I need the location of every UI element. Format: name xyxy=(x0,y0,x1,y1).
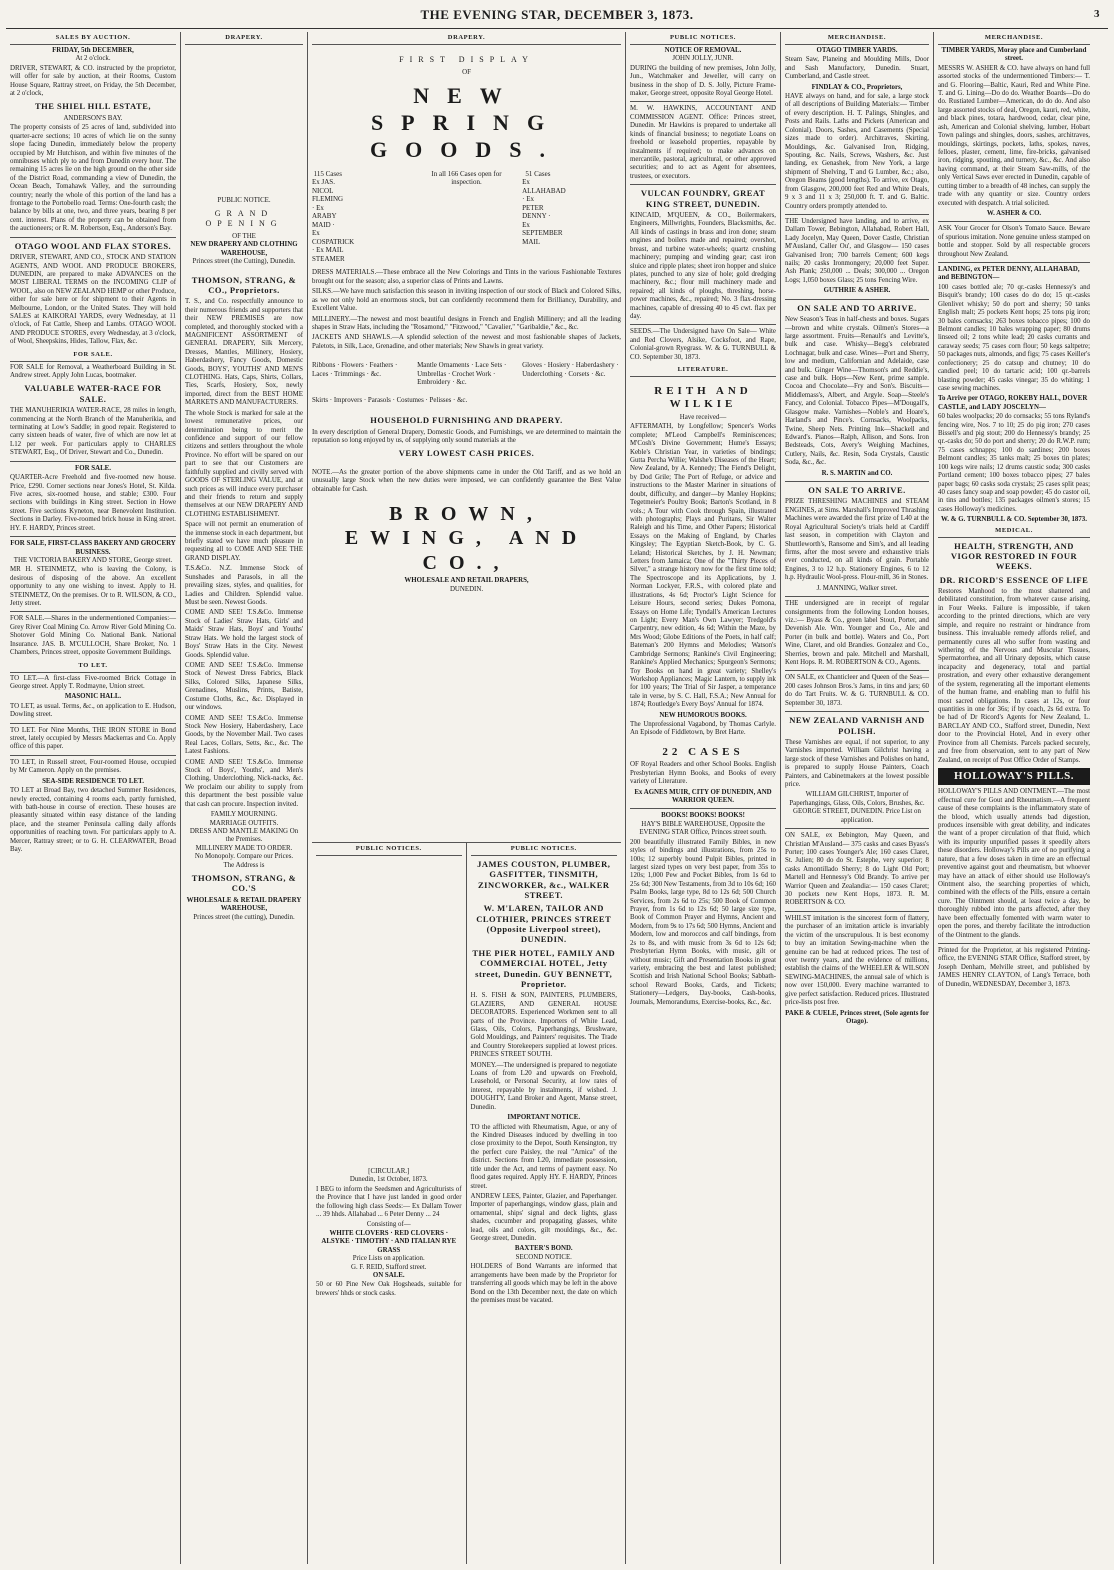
address-2: Princes street (the cutting), Dunedin. xyxy=(193,913,295,921)
of-word: OF xyxy=(462,68,471,76)
removal-heading: NOTICE OF REMOVAL. xyxy=(664,46,742,54)
literature-header: LITERATURE. xyxy=(630,364,776,377)
family-mourning: FAMILY MOURNING. xyxy=(210,811,278,819)
cases-22: 22 CASES xyxy=(662,745,744,758)
hay-warehouse: HAY'S BIBLE WAREHOUSE, Opposite the EVENING STAR Office, Princes street south. xyxy=(639,820,767,837)
ships-list-1: Ex JAS. NICOL FLEMING · Ex ARABY MAID · Ex COSPATRICK · Ex MAIL STEAMER xyxy=(312,178,355,263)
landing-text: 100 cases bottled ale; 70 qr.-casks Hennessy's and Bisquit's brandy; 100 cases do do do; 15 qr.-casks Glenlivet whisky; 50 do port and sherry; 50 tanks English malt; 25 pockets Kent hops; 25 tons pig iron; 30 bales cornsacks; 263 boxes tobacco pipes; 100 do Belmont candles; 10 bales wrapping paper; 80 drums linseed oil; 2 tons white lead; 20 casks currants and caraway seeds; 75 cases corn flour; 50 kegs saltpetre; 50 packages nuts, almonds, and figs; 75 cases Keiller's confectionery; 25 do catsup and chutney; 10 do candied peel; 10 do tartaric acid; 100 qr.-barrels blasting powder; 45 casks vinegar; 35 do whiting; 1 case sewing machines. xyxy=(938,283,1090,392)
household-text: In every description of General Drapery, Domestic Goods, and Furnishings, we are determined to maintain the reputation so long enjoyed by us, of supplying only sound materials at the xyxy=(312,428,621,445)
masthead xyxy=(6,6,1108,29)
timber-text: MESSRS W. ASHER & CO. have always on hand full assorted stocks of the undermentioned Timbers:— T. and G. Flooring—Baltic, Kauri, Red and White Pine. T. and G. Lining—Do do do. Weather Boards—Do do do. Rustiated Lumber—American, do do do. And also large assorted stocks of deal, Oregon, kauri, red, white, and black pines, totara, hardwood, cedar, clear pine, ash, American and Colonial shelving, lumber, Hobart Town palings and shingles, doors, sashes, architraves, mouldings, skirtings, pockets, laths, spokes, naves, felloes, plaster, cement, lime, fire-bricks, galvanised iron, ridging, spouting, and turnery, &c., &c. And also having command, at their Steam Saw-mills, of the only Vertical Saws ever erected in Dunedin, capable of cutting timber to a breadth of 48 inches, can supply the trade with any quantity or size. Country orders executed with despatch. A trial solicited. xyxy=(938,64,1090,207)
cases-text: OF Royal Readers and other School Books. English Presbyterian Hymn Books, and Books of every variety of Literature. xyxy=(630,761,776,786)
space-text: Space will not permit an enumeration of the immense stock in each department, but briefly stated we have much pleasure in requesting all to COME AND SEE THE GRAND DISPLAY. xyxy=(185,521,303,562)
section-header: MERCHANDISE. xyxy=(938,32,1090,45)
prize-text: PRIZE THRESHING MACHINES and STEAM ENGINES, at Sims. Marshall's Improved Thrashing Machines were awarded the first prize of L40 at the Royal Agricultural Society's trials held at Cardiff last season, in competition with Clayton and Shuttleworth's, Ransome and Sim's, and all leading firms, after the most severe and exhaustive trials ever conducted, on all kinds of grain. Portable Engines, 3 to 12 h.p. Stationery Engines, 6 to 12 h.p. Hydraulic Wool-press. Flour-mill, 36 in Stones. xyxy=(785,498,929,582)
public-notice: PUBLIC NOTICE. xyxy=(217,196,271,204)
steinmetz-text: MR H. STEINMETZ, who is leaving the Colony, is desirous of disposing of the above. An excellent opportunity to any one wishing to invest. Apply to H. STEINMETZ, On the premises. Or to R. WILSON, & CO., Jetty street. xyxy=(10,566,176,608)
estate-subtitle: ANDERSON'S BAY. xyxy=(63,114,123,122)
tolet-iron-store: TO LET. For Nine Months, THE IRON STORE in Bond street, lately occupied by Messrs Mackerras and Co. Apply office of this paper. xyxy=(10,726,176,751)
shipment-list xyxy=(312,170,621,264)
jolly-text: DURING the building of new premises, John Jolly, Jun., Watchmaker and Jeweller, will carry on business in the shop of D. S. Jolly, Picture Frame-maker, George street, opposite Royal George Hotel. xyxy=(630,64,776,98)
goods-list-1: Ribbons · Flowers · Feathers · Laces · Trimmings · &c. xyxy=(312,361,398,378)
warehouse-address: Princes street (the Cutting), Dunedin. xyxy=(192,258,296,266)
section-header: PUBLIC NOTICES. xyxy=(471,843,618,856)
olson-text: ASK Your Grocer for Olson's Tomato Sauce. Beware of spurious imitation. None genuine unless stamped on bottle and stopper. Sold by all respectable grocers throughout New Zealand. xyxy=(938,225,1090,258)
section-header: DRAPERY. xyxy=(185,32,303,45)
arrive-text: 60 bales woolpacks; 20 do cornsacks; 55 tons Ryland's fencing wire, Nos. 7 to 10; 25 do pig iron; 270 cases Bissell's and pig stout; 200 do Hennessy's brandy; 25 qr.-casks do; 50 do port and sherry; 20 do R.W.P. rum; 75 cases schnapps; 100 do sardines; 200 boxes Belmont candles; 35 tanks malt; 25 boxes tin plates; 100 kegs wire nails; 12 drums caustic soda; 300 casks Portland cement; 100 boxes tobacco pipes; 27 bales paper bags; 60 casks soda crystals; 25 cases split peas; 40 cases fancy soap and soap powder; 45 do castor oil, in tins and bottles; 135 packages oilmen's stores; 15 cases Holloway's medicines. xyxy=(938,413,1090,513)
new-spring-goods: NEW SPRING GOODS. xyxy=(370,83,563,162)
seed-list: WHITE CLOVERS · RED CLOVERS · ALSYKE · TIMOTHY · AND ITALIAN RYE GRASS xyxy=(321,1229,457,1254)
come-and-see-5: COME AND SEE! T.S.&Co. Immense Stock of Boys', Youths', and Men's Clothing, Underclothing, Nick-nacks, &c. We proclaim our ability to supply from this department the best possible value that cash can procure. Inspection invited. xyxy=(185,758,303,808)
brown-ewing-name: BROWN, EWING, AND CO., xyxy=(344,503,589,574)
goods-list-3: Gloves · Hosiery · Haberdashery · Underclothing · Corsets · &c. xyxy=(522,361,619,378)
fish-ad: H. S. FISH & SON, PAINTERS, PLUMBERS, GLAZIERS, AND GENERAL HOUSE DECORATORS. Experienced Workmen sent to all parts of the Province. Importers of White Lead, Glass, Oils, Colors, Paperhangings, Brushware, Gold Mouldings, and Painters' requisites. The Trade and Country Storekeepers supplied at lowest prices. PRINCES STREET SOUTH. xyxy=(470,992,617,1059)
section-header: MERCHANDISE. xyxy=(785,32,929,45)
ships-list-2: Ex ALLAHABAD · Ex PETER DENNY · Ex SEPTEMBER MAIL xyxy=(522,178,566,246)
important-notice: IMPORTANT NOTICE. xyxy=(507,1114,581,1122)
section-header: SALES BY AUCTION. xyxy=(10,32,176,45)
holders-text: HOLDERS of Bond Warrants are informed that arrangements have been made by the Proprietor for transferring all goods which may be left in the above Bond on the 13th December next, the date on which the premises must be vacated. xyxy=(470,1263,617,1304)
guthrie-asher: GUTHRIE & ASHER. xyxy=(823,287,891,295)
hawkins-ad: M. W. HAWKINS, ACCOUNTANT AND COMMISSION AGENT. Office: Princes street, Dunedin. Mr Hawkins is prepared to undertake all kinds of financial business; to negotiate Loans on freehold or leasehold properties, repayable by instalments if required; to make advances on mercantile, pastoral, agricultural, or other approved securities; and to act as Agent for absentees, trustees, or executors. xyxy=(630,105,776,180)
water-title: VALUABLE WATER-RACE FOR SALE. xyxy=(24,383,162,404)
on-sale-heading: ON SALE. xyxy=(372,1271,405,1279)
turnbull-signature: W. & G. TURNBULL & CO. September 30, 1873. xyxy=(941,516,1087,524)
martin-signature: R. S. MARTIN and CO. xyxy=(821,469,893,477)
grand-opening: GRAND OPENING xyxy=(205,209,283,229)
reid-signature: G. F. REID, Stafford street. xyxy=(351,1263,427,1271)
warehouse-name: NEW DRAPERY AND CLOTHING WAREHOUSE, xyxy=(190,241,298,257)
asher-signature: W. ASHER & CO. xyxy=(986,209,1042,217)
lees-ad: ANDREW LEES, Painter, Glazier, and Paperhanger. Importer of paperhangings, window glass, plain and ornamental, ships' signal and deck lights, glass shades, cucumber and propagating glasses, white lead, oils and colors, gilt mouldings, &c., &c. George street, Dunedin. xyxy=(470,1192,617,1243)
firm-name-2: THOMSON, STRANG, & CO.'S xyxy=(191,873,297,894)
goods-list-4: Skirts · Improvers · Parasols · Costumes · Pelisses · &c. xyxy=(312,396,468,404)
come-and-see-3: COME AND SEE! T.S.&Co. Immense Stock of Newest Dress Fabrics, Black Silks, Colored Silks, Japanese Silks, Grenadines, Muslins, Prints, Batiste, Costume Cloths, &c., &c. Displayed in our windows. xyxy=(185,661,303,712)
masonic-hall: MASONIC HALL. xyxy=(64,693,122,701)
varnish-heading: NEW ZEALAND VARNISH AND POLISH. xyxy=(789,715,925,736)
hay-text: 200 beautifully illustrated Family Bibles, in new styles of bindings and illustrations, from 25s to 100s; 12 superbly bound Pulpit Bibles, printed in largest sized types on very best paper, from 35s to 120s; 1,000 Pew and Pocket Bibles, from 1s 6d to 25s 6d; 300 New Testaments, from 3d to 10s 6d; 160 Psalm Books, large type, 8d to 12s 6d; 500 Church Services, from 2s 6d to 25s; 500 Book of Common Prayer, from 1s 6d to 12s 6d; 50 large size type, Book of Common Prayer and Hymns, Ancient and Modern, from 9s to 17s 6d; 500 Hymns, Ancient and Modern, low and moroccos and calf bindings, from 2s to 8s, and with music from 3s 6d to 12s 6d; Presbyterian Hymn Books, with music, gilt or without music; Gift and Presentation Books in great variety, embracing the best and latest published; Scottish and Irish National School Books; Sabbath-school Reward Books, Cards, and Tickets; Stationery—Ledgers, Day-books, Cash-books, Journals, Memorandums, Exercise-books, &c., &c. xyxy=(630,838,776,1006)
page-number: 3 xyxy=(1094,8,1100,20)
column-sales-by-auction xyxy=(6,32,181,1564)
newspaper-title: THE EVENING STAR, DECEMBER 3, 1873. xyxy=(420,7,694,22)
forsale-text: FOR SALE for Removal, a Weatherboard Building in St. Andrew street. Apply John Lucas, bootmaker. xyxy=(10,363,176,380)
column-drapery-thomson xyxy=(181,32,308,1564)
couston-ad: JAMES COUSTON, PLUMBER, GASFITTER, TINSMITH, ZINCWORKER, &c., WALKER STREET. xyxy=(477,858,611,900)
wholesale-warehouse: WHOLESALE & RETAIL DRAPERY WAREHOUSE, xyxy=(186,896,302,913)
humorous-text: The Unprofessional Vagabond, by Thomas Carlyle. An Episode of Fiddletown, by Bret Harte. xyxy=(630,721,776,737)
seeds-ad: SEEDS.—The Undersigned have On Sale— White and Red Clovers, Alsike, Cocksfoot, and Rape, Colonial-grown Ryegrass. W. & G. TURNBULL & CO. September 30, 1873. xyxy=(630,328,776,361)
brown-ewing-city: DUNEDIN. xyxy=(449,585,484,593)
goods-list-2: Mantle Ornaments · Lace Sets · Umbrellas · Crochet Work · Embroidery · &c. xyxy=(417,361,507,387)
findlay-text: HAVE always on hand, and for sale, a large stock of all descriptions of Building Materials:— Timber of every description. H. T. Palings, Shingles, and Posts and Rails. Laths and Pickets (American and Colonial). Doors, Sashes, and Casements (Special sizes made to order). Architraves, Skirting, Mouldings, &c. Galvanised Iron, Ridging, Spouting, &c. Nails, Screws, Washers, &c. Just landing, ex Genashek, from New York, a large shipment of Shelving, T and G Lumber, &c.; also, Oregon Beams (good lengths). To arrive, ex Otago, from Glasgow, 200,000 feet Red and White Deals, 9 x 3 and 11 x 3; 250,000 ft. T. and G. Baltic. Country orders promptly attended to. xyxy=(785,93,929,210)
dress-materials: DRESS MATERIALS.—These embrace all the New Colorings and Tints in the various Fashionable Textures brought out for the season; also, a superior class of Prints and Lawns. xyxy=(312,269,621,285)
section-header: FOR SALE. xyxy=(10,349,176,362)
household-heading: HOUSEHOLD FURNISHING AND DRAPERY. xyxy=(370,415,563,426)
millinery-order: MILLINERY MADE TO ORDER. xyxy=(195,844,293,852)
shares-text: FOR SALE.—Shares in the undermentioned Companies:— Grey River Coal Mining Co. Arrow River Gold Mining Co. Shotover Gold Mining Co. National Bank. National Insurance. JAS. B. M'CULLOCH, Share Broker, No. 1 Chambers, Princes street, opposite Government Buildings. xyxy=(10,615,176,657)
tolet-broad-bay: TO LET at Broad Bay, two detached Summer Residences, newly erected, containing 4 rooms each, partly furnished, with bath-house in course of erection. These houses are pleasantly situated within easy distance of the landing place, and the steamer Peninsula calling daily affords opportunities of reaching town. For particulars apply to A. Mercer, Rattray street; or to G. H. CLEARWATER, Broad Bay. xyxy=(10,787,176,854)
landing-heading: LANDING, ex PETER DENNY, ALLAHABAD, and BEBINGTON— xyxy=(938,266,1080,282)
jackets: JACKETS AND SHAWLS.—A splendid selection of the newest and most fashionable shapes of Jackets, Paletots, in Silk, Lace, Grenadine, and other materials; New Shawls in great variety. xyxy=(312,334,621,350)
estate-title: THE SHIEL HILL ESTATE, xyxy=(34,101,152,112)
consign-text: THE undersigned are in receipt of regular consignments from the following London houses, viz.:— Byass & Co., green label Stout, Porter, and Devenish Ale. Wm. Younger and Co., Ale and Porter (in bulk and bottle). Waters and Co., Port Wine, Claret, and old Brandies. Gonzalez and Co., Sherries, brown and pale. Mitchell and Marshall, Kent Hops. R. M. ROBERTSON & CO., Agents. xyxy=(785,600,929,667)
auction-text: DRIVER, STEWART, & CO. instructed by the proprietor, will offer for sale by auction, at their Rooms, Custom House Square, Rattray street, on Friday, the 5th December, at 2 o'clock, xyxy=(10,64,176,98)
imprint: Printed for the Proprietor, at his registered Printing-office, the EVENING STAR Office, Stafford street, by Joseph Denham, Melville street, and published by JAMES HENRY CLAYTON, of Lang's Terrace, both of Dunedin, WEDNESDAY, December 3, 1873. xyxy=(938,946,1090,988)
brown-ewing-sub: WHOLESALE AND RETAIL DRAPERS, xyxy=(404,577,529,585)
lowest-prices: VERY LOWEST CASH PRICES. xyxy=(398,448,535,459)
goods-list xyxy=(312,361,621,387)
wheeler-text: WHILST imitation is the sincerest form of flattery, the purchaser of an imitation article is invariably the victim of the unscrupulous. It is best economy to buy an imitation Sewing-machine when the genuine can be had at reduced prices. The test of over twenty years, and the evidence of millions, establish the claims of the WHEELER & WILSON SEWING-MACHINES, the annual sale of which is now over 150,000. Every machine warranted to give perfect satisfaction. Reduced prices. Illustrated price-lists post free. xyxy=(785,914,929,1007)
column-drapery-brown-ewing xyxy=(308,32,626,1564)
book-list: AFTERMATH, by Longfellow; Spencer's Works complete; M'Leod Campbell's Reminiscences; M'Cosh's Divine Government; Hume's Essays; Keble's Christian Year, in varieties of bindings; Gutta Percha Willie; Walshe's Diseases of the Heart; New Zealand, by A. Kennedy; The Fiend's Delight, by Dod Grile; The Port of Refuge, or advice and instructions to the Master Mariner in situations of doubt, difficulty, and danger—by Manley Hopkins; Tegetmeier's Poultry Book; Barton's Scotland, in 8 vols.; A Tour with Cook through Spain, illustrated with photographs; Plays and Puritans, Sir Walter Raleigh and his Time, and Other Papers; Historical Essays on the Making of England, by Charles Kingsley; The Egyptian Sketch-Book, by C. G. Leland; Historical Sketches, by J. H. Newman; Letters from Jamaica; One of the "Thirty Pieces of Silver," a strange history now for the first time told; The Spectroscope and its Applications, by J. Norman Lockyer, F.R.S., with colored plate and illustrations, 4s 6d; Proctor's Light Science for Leisure Hours, second series; Dukes Pomona, Essays on Home Life; Tyndall's American Lectures on Light; Every Man's Own Lawyer; Tredgold's Carpentry, new edition, 4s 6d; Within the Maze, by Mrs Wood; Globe Editions of the Poets, in half calf; Bateman's 200 Hymns and Melodies; Watson's Cambridge Sermons; Rankine's Civil Engineering; Rankine's Applied Mechanics; Spurgeon's Sermons; Toy Books on hand in great variety; Shelley's Workshop Appliances; Magic Lantern, to supply ink for 100 years; The Trial of Sir Jasper, a temperance tale in verse, by S. C. Hall, F.S.A.; New Annual for 1874; Routledge's Every Boys' Annual for 1874. xyxy=(630,423,776,709)
tolet-masonic: TO LET, as usual. Terms, &c., on application to E. Hudson, Dowling street. xyxy=(10,702,176,719)
second-notice: SECOND NOTICE. xyxy=(515,1253,572,1261)
chanticleer-text: ON SALE, ex Chanticleer and Queen of the Seas— 200 cases Johnson Bros.'s Jams, in tins and jars; 60 do do Tart Fruits. W. & G. TURNBULL & CO. September 30, 1873. xyxy=(785,674,929,707)
section-header: PUBLIC NOTICES. xyxy=(630,32,776,45)
baxter-bond: BAXTER'S BOND. xyxy=(514,1245,573,1253)
medical-header: MEDICAL. xyxy=(938,525,1090,538)
tolet-russell: TO LET, in Russell street, Four-roomed House, occupied by Mr Cameron. Apply on the premises. xyxy=(10,758,176,775)
public-notices-block xyxy=(312,842,621,1564)
price-lists: Price Lists on application. xyxy=(352,1255,425,1263)
auction-date: FRIDAY, 5th DECEMBER, xyxy=(52,46,134,54)
important-text: TO the afflicted with Rheumatism, Ague, or any of the Kindred Diseases induced by dwelling in too close proximity to the Depot, South Kensington, try the perfect cure Paisley, the real "Arnica" of the district. Sections from L20, immediate possession, title under the Act, and terms of payment easy. No flood gates required. Apply HY. F. HARDY, Princes street. xyxy=(470,1123,617,1190)
wool-text: DRIVER, STEWART, AND CO., STOCK AND STATION AGENTS, AND WOOL AND PRODUCE BROKERS, DUNEDIN, are prepared to make ADVANCES on the MOST LIBERAL TERMS on the INCOMING CLIP of WOOL, also on NEW ZEALAND HEMP or other Produce, either for sale here or for shipment to their Agents in Melbourne, London, or the United States. They will hold SALES at KAIKORAI YARDS, every Wednesday, at 11 o'clock, of Fat Cattle, Sheep and Lambs. OTAGO WOOL AND PRODUCE STORES, every Wednesday, at 3 o'clock, of Wool, Sheepskins, Hides, Tallow, Flax, &c. xyxy=(10,254,176,346)
circular-date: Dunedin, 1st October, 1873. xyxy=(349,1176,428,1184)
forsale-heading: FOR SALE. xyxy=(75,464,111,472)
kincaid-ad: KINCAID, M'QUEEN, & CO., Boilermakers, Engineers, Millwrights, Founders, Blacksmiths, &c. All kinds of castings in brass and iron done; steam engines and boilers made and repaired; overshot, breast, and turbine water-wheels; quartz crushing machinery; pumping and winding gear; cast iron sluice and ripple plates; sheet iron hopper and sluice plates, punched to any size of hole; gold dredging machinery, &c.; flour mill machinery made and repaired; all kinds of ploughs, threshing, horse-power machines, &c., repaired; No. 3 flax-dressing machines, capable of dressing 40 to 45 cwt. flax per day. xyxy=(630,211,776,321)
silks: SILKS.—We have much satisfaction this season in inviting inspection of our stock of Black and Colored Silks, as we not only hold an enormous stock, but can confidently recommend them for Brilliancy, Durability, and Excellent Value. xyxy=(312,288,621,313)
public-notices-left xyxy=(312,843,467,1564)
bebington-text: ON SALE, ex Bebington, May Queen, and Christian M'Ausland— 375 casks and cases Byass's Porter; 100 cases Younger's Ale; 160 cases Claret, St. Julien; 80 do do St. Estephe, very superior; 8 casks Amontillado Sherry; 8 do Light Old Port; Martell and Hennessy's Old Brandy. To arrive per Warrior Queen and Zealandia:— 150 cases Claret; 30 pockets new Kent Hops, 1873. R. M. ROBERTSON & CO. xyxy=(785,832,929,907)
circular-label: [CIRCULAR.] xyxy=(368,1167,410,1175)
water-text: THE MANUHERIKIA WATER-RACE, 28 miles in length, commencing at the North Branch of the Manuherikia, and terminating at Low's Saddle; in good repair. Registered to carry sixteen heads of water, five of which are now let at L12 per week. For particulars apply to CHARLES STEWART, Esq., Of Driver, Stewart and Co., Dunedin. xyxy=(10,407,176,457)
pake-signature: PAKE & CUELE, Princes street, (Sole agents for Otago). xyxy=(785,1009,929,1025)
onsale-arrive: ON SALE TO ARRIVE. xyxy=(808,485,906,496)
otago-text: Steam Saw, Planeing and Moulding Mills, Door and Sash Manufactory, Dunedin. Stuart, Cumberland, and Castle street. xyxy=(785,56,929,81)
firm-name: THOMSON, STRANG, & CO., Proprietors. xyxy=(191,274,297,295)
holloway-banner: HOLLOWAY'S PILLS. xyxy=(938,768,1090,785)
section-header: PUBLIC NOTICES. xyxy=(316,843,462,856)
books-heading: BOOKS! BOOKS! BOOKS! xyxy=(661,812,745,820)
column-merchandise-2 xyxy=(934,32,1094,1564)
section-header: TO LET. xyxy=(10,660,176,673)
stock-text: The whole Stock is marked for sale at the lowest remunerative prices, our determination being to merit the confidence and support of our fellow citizens and settlers throughout the whole Province. No effort will be spared on our part to see that our Customers are faithfully supplied and civilly served with GOODS OF STERLING VALUE, and at such prices as will induce every purchaser and their friends to return and supply themselves at our NEW DRAPERY AND CLOTHING ESTABLISHMENT. xyxy=(185,409,303,518)
marriage-outfits: MARRIAGE OUTFITS. xyxy=(209,819,279,827)
varnish-text: These Varnishes are equal, if not superior, to any Varnishes imported. William Gilchrist having a large stock of these Varnishes and Polishes on hand, is prepared to supply House Painters, Coach Painters, and Cabinetmakers at the lowest possible price. xyxy=(785,738,929,788)
undersigned-text: THE Undersigned have landing, and to arrive, ex Dallam Tower, Bebington, Allahabad, Robert Hall, Lady Jocelyn, May Queen, Dover Castle, Christian M'Ausland, Caller Ou', and Glasgow— 150 cases Galvanised Iron; 700 barrels Cement; 600 kegs nails; 20 casks Ironmongery; 20,000 feet Super. Ash Plank; 250,000 ... Deals; 300,000 ... Oregon Logs; 1,050 boxes Glass; 25 tons Fencing Wire. xyxy=(785,217,929,284)
pier-hotel-ad: THE PIER HOTEL, FAMILY AND COMMERCIAL HOTEL, Jetty street, Dunedin. GUY BENNETT, Proprietor. xyxy=(472,947,616,989)
cases-total: In all 166 Cases open for inspection. xyxy=(431,169,502,187)
column-merchandise-1 xyxy=(781,32,934,1564)
no-monopoly: No Monopoly. Compare our Prices. xyxy=(194,853,294,861)
onsale-heading: ON SALE AND TO ARRIVE. xyxy=(797,302,917,313)
money-ad: MONEY.—The undersigned is prepared to negotiate Loans of from L20 and upwards on Freehold, Leasehold, or Personal Security, at low rates of interest, repayable by instalments, if wished. J. DOUGHTY, Land Broker and Agent, Manse street, Dunedin. xyxy=(470,1061,617,1111)
ricord-heading: DR. RICORD'S ESSENCE OF LIFE xyxy=(939,574,1089,585)
jolly-name: JOHN JOLLY, JUNR. xyxy=(672,55,734,63)
seaside-heading: SEA-SIDE RESIDENCE TO LET. xyxy=(42,777,144,785)
consisting-of: Consisting of— xyxy=(366,1221,411,1229)
millinery: MILLINERY.—The newest and most beautiful designs in French and English Millinery; and all the leading shapes in Straw Hats, including the "Rosamond," "Fitzwood," "Cavalier," "Garibaldie," &c., &c. xyxy=(312,315,621,331)
come-and-see-2: COME AND SEE! T.S.&Co. Immense Stock of Ladies' Straw Hats, Girls' and Maids' Straw Hats, Boys' and Youths' Straw Hats. We hold the largest stock of Boys' Straw Hats in the City. Newest Goods. Splendid value. xyxy=(185,609,303,659)
come-and-see-4: COME AND SEE! T.S.&Co. Immense Stock New Hosiery, Haberdashery, Lace Goods, by the November Mail. Two cases Real Laces, Collars, Setts, &c., &c. The Latest Fashions. xyxy=(185,714,303,756)
cases-51: 51 Cases xyxy=(525,169,551,178)
humorous-heading: NEW HUMOROUS BOOKS. xyxy=(659,711,747,719)
have-received: Have received— xyxy=(679,413,727,421)
arrive-heading: To Arrive per OTAGO, ROKEBY HALL, DOVER CASTLE, and LADY JOSCELYN— xyxy=(938,395,1088,411)
mlaren-ad: W. M'LAREN, TAILOR AND CLOTHIER, PRINCES STREET (Opposite Liverpool street), DUNEDIN. xyxy=(476,903,612,945)
reith-wilkie: REITH AND WILKIE xyxy=(654,385,752,411)
cases-115: 115 Cases xyxy=(313,169,342,178)
bakery-name: THE VICTORIA BAKERY AND STORE, George street. xyxy=(13,556,173,564)
intro-text: T. S., and Co. respectfully announce to their numerous friends and supporters that their NEW PREMISES are now completed, and thoroughly stocked with a MAGNIFICENT ASSORTMENT of GENERAL DRAPERY, Silk Mercery, Dresses, Mantles, Millinery, Hosiery, Haberdashery, Fancy Goods, Domestic Goods, BOYS', YOUTHS' AND MEN'S CLOTHING. Hats, Caps, Shirts, Collars, Ties, Scarfs, Hosiery, Sox, newly imported, direct from the BEST HOME MARKETS AND MANUFACTURERS. xyxy=(185,298,303,407)
first-display: FIRST DISPLAY xyxy=(399,54,534,64)
manning-signature: J. MANNING, Walker street. xyxy=(816,584,898,592)
column-public-notices xyxy=(626,32,781,1564)
circular-text: I BEG to inform the Seedsmen and Agriculturists of the Province that I have just landed in good order the following high class Seeds:— Ex Dallam Tower ... 39 hhds. Allahabad ... 6 Peter Denny ... 24 xyxy=(316,1185,462,1219)
wool-title: OTAGO WOOL AND FLAX STORES. xyxy=(14,240,172,251)
of-the: OF THE xyxy=(232,232,256,240)
section-header: DRAPERY. xyxy=(312,32,621,45)
come-and-see-1: T.S.&Co. N.Z. Immense Stock of Sunshades and Parasols, in all the prevailing sizes, styles, and qualities, for Ladies and Children. Splendid value. Must be seen. Newest Goods. xyxy=(185,565,303,607)
estate-text: The property consists of 25 acres of land, subdivided into quarter-acre sections; 10 acres of which lie on the sunny slope facing Dunedin, immediately below the property occupied by Mr Hutchison, and within five minutes of the omnibuses which ply to and from Dunedin every hour. The remaining 15 acres lie on the high ground on the other side of the District Road, commanding a view of Dunedin, the Ocean Beach, Tomahawk Valley, and the surrounding country; nearly the whole of this portion of the land has a frontage to the Portobello road. Terms: One-fourth cash; the balance by bills at one, two, and three years, bearing 8 per cent. interest. Plans of the property can be obtained from the auctioneers; or R. M. Robertson, Esq., Anderson's Bay. xyxy=(10,124,176,233)
address-is: The Address is xyxy=(223,861,265,869)
tolet-cottage: TO LET.—A first-class Five-roomed Brick Cottage in George street. Apply T. Rodmayne, Union street. xyxy=(10,674,176,690)
vulcan-foundry: VULCAN FOUNDRY, GREAT KING STREET, DUNEDIN. xyxy=(640,188,766,209)
quarter-acre-text: QUARTER-Acre Freehold and five-roomed new house. Price, £290. Corner sections near Jones's Hotel, St. Kilda. Five acres, six-roomed house, and stable; £300. Four sections with buildings in King street. Section in Howe street. Five sections Kyneton, near Benevolent Institution. Sections in Darley. Five-roomed brick house in King street. HY. F. HARDY, Princes street. xyxy=(10,474,176,532)
holloway-text: HOLLOWAY'S PILLS AND OINTMENT.—The most effectual cure for Gout and Rheumatism.—A frequent cause of these complaints is the inflammatory state of the blood, which usually attends bad digestion, produces insensible with great debility, and indicates the want of a proper circulation of that fluid, which with its impurity unpurified passes it speedily alters these disorders. Holloway's Pills are of no purifying a nature, that a few doses taken in time are an effectual preventive against gout and rheumatism, but whoever may have an attack of either should use Holloway's Ointment also, the searching properties of which, combined with the effects of the Pills, ensure a certain cure. The Ointment should, at least twice a day, be thoroughly rubbed into the parts affected, after they have been effectually fomented with warm water to open the pores, and thereby facilitate the introduction of the Ointment to the glands. xyxy=(938,788,1090,939)
public-notices-right xyxy=(467,843,622,1564)
on-sale-text: 50 or 60 Pine New Oak Hogsheads, suitable for brewers' hhds or stock casks. xyxy=(316,1281,462,1297)
timber-yards: TIMBER YARDS, Moray place and Cumberland street. xyxy=(941,46,1087,63)
bakery-heading: FOR SALE, FIRST-CLASS BAKERY AND GROCERY BUSINESS. xyxy=(10,540,176,556)
ships-heading: Ex AGNES MUIR, CITY OF DUNEDIN, AND WARRIOR QUEEN. xyxy=(634,788,772,804)
dress-making: DRESS AND MANTLE MAKING On the Premises. xyxy=(189,827,299,844)
auction-time: At 2 o'clock. xyxy=(75,55,111,63)
gilchrist-ad: WILLIAM GILCHRIST, Importer of Paperhangings, Glass, Oils, Colors, Brushes, &c. GEORGE STREET, DUNEDIN. Price List on application. xyxy=(789,791,925,824)
health-heading: HEALTH, STRENGTH, AND VIGOR RESTORED IN FOUR WEEKS. xyxy=(950,540,1078,572)
onsale-text: New Season's Teas in half-chests and boxes. Sugars—brown and white crystals. Oilmen's Stores—a large assortment. Fruits—Renault's and Levitte's, bulk and case. Whisky—Begg's celebrated Lochnagar, bulk and case. Wines—Port and Sherry, low and medium, Californian and Adelaide, case and bulk. Ginger Wine—Thomson's and Reddie's, case and bulk. Hops—New Kent, prime sample. Cocoa and Chocolate—Fry and Son's. Biscuits—Middlemass's, Albert, and Argyle. Soap—Steele's Fancy, and Colonial. Tobacco Pipes—M'Dougall's, Glasgow make. Varnishes—Noble's and Hoare's, Harland's and Pince's. Cornsacks, Woolpacks, Twine, Sheep Nets. Printing Ink—Shackell and Edward's. Pianos—Ralph, Allison, and Sons. Iron Bedsteads, Cots, Avery's Weighing Machines, Cutlery, Nails, &c. Resin, Soda Crystals, Caustic Soda, &c., &c. xyxy=(785,316,929,467)
ricord-text: Restores Manhood to the most shattered and debilitated constitution, from whatever cause arising, in Four Weeks. Failure is impossible, if taken according to the printed directions, which are very simple, and require no restraint or hindrance from business. This invaluable remedy affords relief, and permanently cures all who suffer from wasting and withering of the Nervous and Muscular Tissues, Spermatorrhea, and all Urinary deposits, which cause incapacity and degeneracy, total and partial prostration, and every other exhaustive derangement of the system, regenerating all the important elements of the human frame, and enabling man to fulfil his most sacred obligations. In cases at 12s, or four quantities in one for 36s; if by coach, 2s 6d extra. To be had of Dr Ricord's Agents for New Zealand, L. BARCLAY AND CO., Stafford street, Dunedin, Next door to the Provincial Hotel, And in every other Province from all Chemists. Parcels packed securely, and free from observation, sent to any part of New Zealand, on receipt of Post Office Order of Stamps. xyxy=(938,588,1090,764)
note-text: NOTE.—As the greater portion of the above shipments came in under the Old Tariff, and as we hold an unusually large Stock when the new duties were imposed, we can confidently guarantee the Best Value obtainable for Cash. xyxy=(312,468,621,493)
findlay-heading: FINDLAY & CO., Proprietors, xyxy=(811,83,903,91)
otago-timber: OTAGO TIMBER YARDS. xyxy=(816,46,898,54)
